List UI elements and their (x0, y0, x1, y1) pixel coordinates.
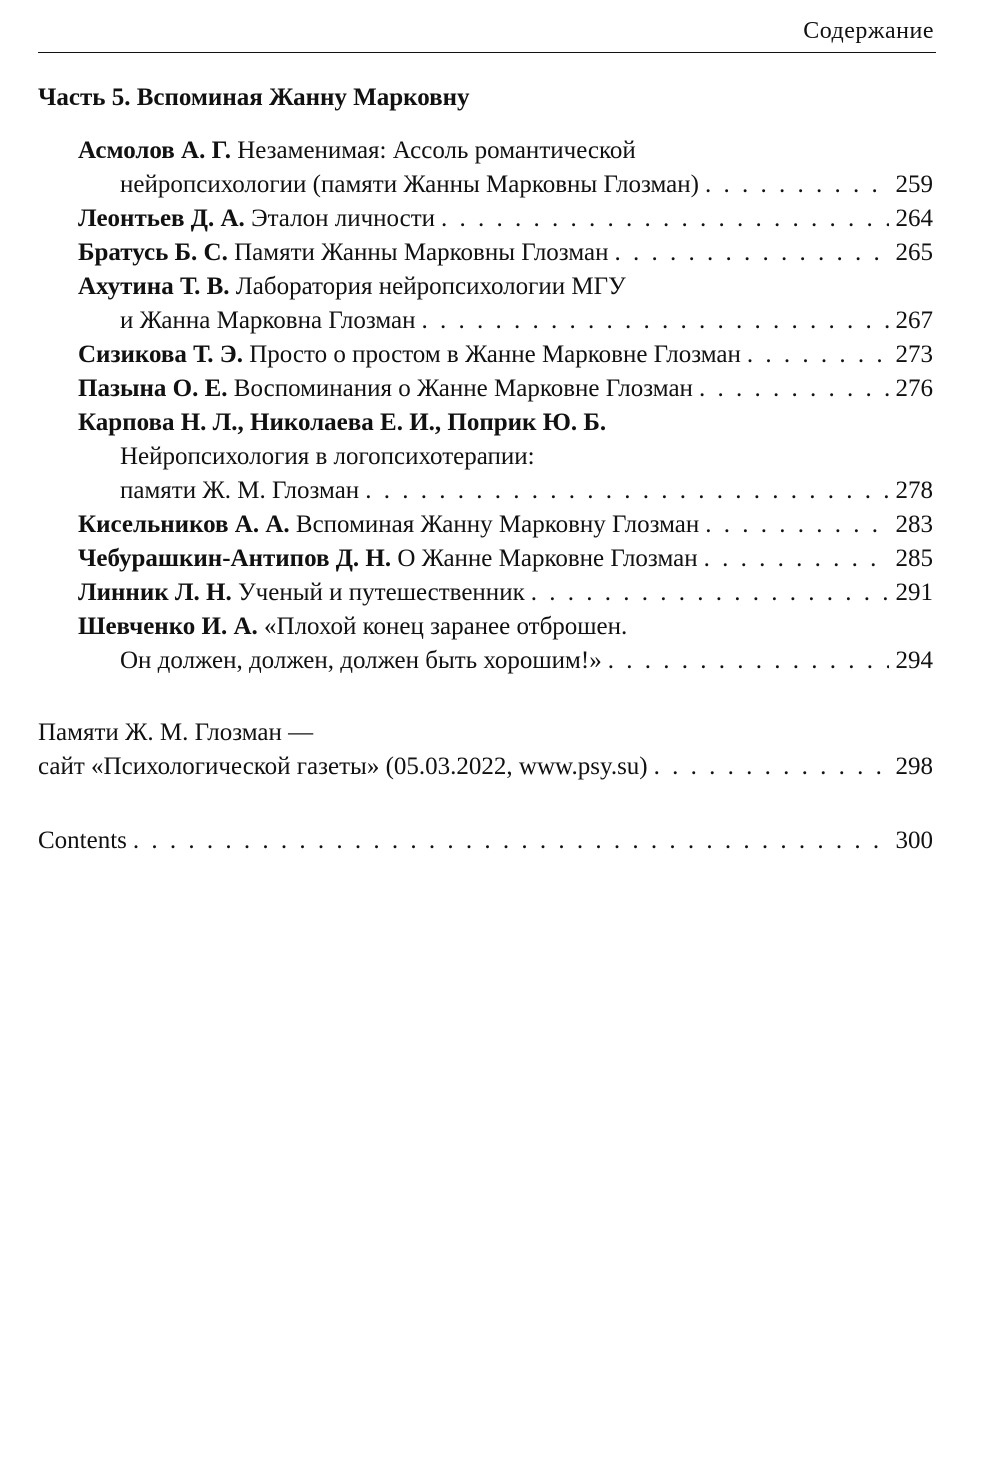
entry-title: Просто о простом в Жанне Марковне Глозман (249, 341, 741, 368)
header-rule (38, 52, 936, 53)
entry-title: Вспоминая Жанну Марковну Глозман (295, 511, 700, 538)
entry-title-line2: нейропсихологии (памяти Жанны Марковны Глозман) (120, 171, 699, 198)
entry-title: Эталон личности (251, 205, 436, 232)
entry-title-line1: «Плохой конец заранее отброшен. (264, 613, 628, 640)
toc-entry-bratus[interactable] (38, 236, 933, 270)
entry-title: Памяти Жанны Марковны Глозман (234, 239, 609, 266)
entry-title: Воспоминания о Жанне Марковне Глозман (233, 375, 693, 402)
leader-dots (441, 202, 889, 236)
entry-author: Братусь Б. С. (78, 239, 228, 266)
entry-page-number: 276 (895, 375, 933, 402)
leader-dots (422, 304, 889, 338)
spacer (38, 678, 933, 716)
leader-dots (654, 750, 889, 784)
entry-author: Леонтьев Д. А. (78, 205, 245, 232)
entry-title: О Жанне Марковне Глозман (397, 545, 698, 572)
entry-title-line1: Нейропсихология в логопсихотерапии: (120, 443, 535, 470)
entry-page-number: 259 (895, 171, 933, 198)
toc-entry-memorial[interactable] (38, 716, 933, 784)
entry-page-number: 285 (895, 545, 933, 572)
leader-dots (365, 474, 889, 508)
entry-title-line2: и Жанна Марковна Глозман (120, 307, 416, 334)
contents-label: Contents (38, 827, 127, 854)
entry-title-line1: Лаборатория нейропсихологии МГУ (235, 273, 626, 300)
entry-page-number: 265 (895, 239, 933, 266)
leader-dots (705, 168, 889, 202)
toc-entry-contents[interactable] (38, 824, 933, 858)
leader-dots (705, 508, 889, 542)
entry-title-line2: Он должен, должен, должен быть хорошим!» (120, 647, 602, 674)
entry-author: Сизикова Т. Э. (78, 341, 243, 368)
entry-page-number: 294 (895, 647, 933, 674)
entry-author: Чебурашкин-Антипов Д. Н. (78, 545, 392, 572)
memorial-line2: сайт «Психологической газеты» (05.03.2022, www.psy.su) (38, 753, 648, 780)
entry-page-number: 291 (895, 579, 933, 606)
running-header: Содержание (803, 18, 934, 44)
leader-dots (614, 236, 889, 270)
toc-entry-asmolov[interactable] (38, 134, 933, 202)
entry-author: Карпова Н. Л., Николаева Е. И., Поприк Ю. Б. (78, 409, 607, 436)
section-title: Часть 5. Вспоминая Жанну Марковну (38, 84, 470, 111)
entry-title-line2: памяти Ж. М. Глозман (120, 477, 360, 504)
entry-author: Линник Л. Н. (78, 579, 232, 606)
leader-dots (747, 338, 889, 372)
toc-entry-karpova[interactable] (38, 406, 933, 508)
leader-dots (133, 824, 889, 858)
leader-dots (704, 542, 889, 576)
spacer (38, 784, 933, 824)
entry-page-number: 278 (895, 477, 933, 504)
entry-author: Шевченко И. А. (78, 613, 258, 640)
entry-author: Асмолов А. Г. (78, 137, 231, 164)
entry-page-number: 267 (895, 307, 933, 334)
toc-entry-sizikova[interactable] (38, 338, 933, 372)
toc-entry-kiselnikov[interactable] (38, 508, 933, 542)
entry-author: Ахутина Т. В. (78, 273, 230, 300)
leader-dots (608, 644, 889, 678)
entry-page-number: 273 (895, 341, 933, 368)
toc-entry-linnik[interactable] (38, 576, 933, 610)
entry-author: Пазына О. Е. (78, 375, 228, 402)
toc-entry-pazyna[interactable] (38, 372, 933, 406)
entry-page-number: 283 (895, 511, 933, 538)
entry-title: Ученый и путешественник (237, 579, 525, 606)
toc-entry-shevchenko[interactable] (38, 610, 933, 678)
leader-dots (531, 576, 889, 610)
entry-page-number: 300 (895, 827, 933, 854)
toc-entry-cheburashkin[interactable] (38, 542, 933, 576)
entry-author: Кисельников А. А. (78, 511, 290, 538)
toc-entry-akhutina[interactable] (38, 270, 933, 338)
table-of-contents (38, 134, 933, 858)
entry-page-number: 264 (895, 205, 933, 232)
entry-title-line1: Незаменимая: Ассоль романтической (237, 137, 636, 164)
entry-page-number: 298 (895, 753, 933, 780)
leader-dots (699, 372, 889, 406)
toc-entry-leontiev[interactable] (38, 202, 933, 236)
memorial-line1: Памяти Ж. М. Глозман — (38, 719, 314, 746)
